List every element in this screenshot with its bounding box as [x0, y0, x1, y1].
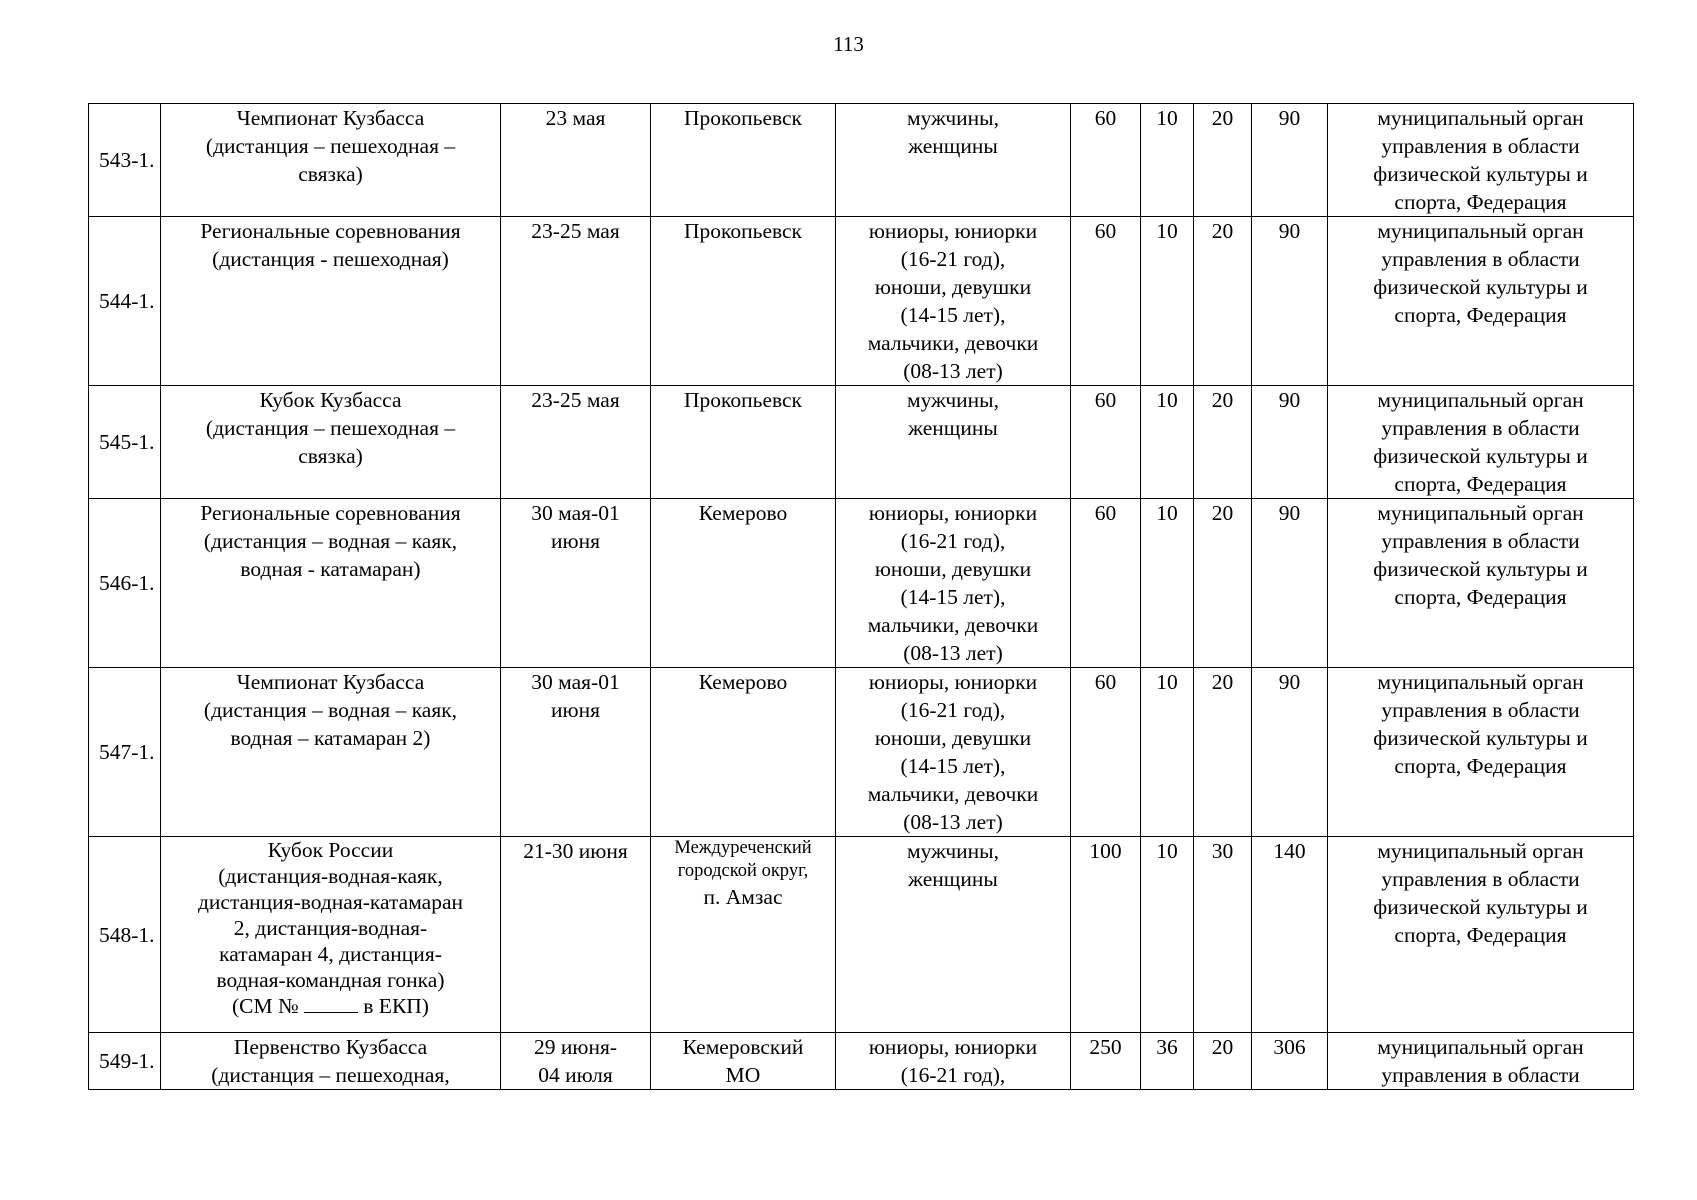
event-dates: [501, 1033, 651, 1090]
event-number: 544-1.: [89, 217, 161, 386]
event-place-line: городской округ,: [677, 861, 809, 881]
event-dates: [501, 837, 651, 1033]
event-participants-line: юноши, девушки: [874, 726, 1032, 750]
event-place: [651, 386, 836, 499]
event-name: [161, 1033, 501, 1090]
event-participants-line: женщины: [908, 134, 998, 158]
event-organizer-line: муниципальный орган: [1377, 501, 1584, 525]
table-row: [89, 1033, 1634, 1090]
event-name-line: Кубок России: [267, 838, 394, 862]
event-organizer-line: муниципальный орган: [1377, 1035, 1584, 1059]
event-organizer-line: муниципальный орган: [1377, 388, 1584, 412]
event-participants-line: (08-13 лет): [903, 641, 1003, 665]
count-judges: 20: [1194, 386, 1252, 499]
count-athletes: 60: [1071, 499, 1141, 668]
event-name: [161, 104, 501, 217]
event-participants: [836, 104, 1071, 217]
event-name-line: связка): [298, 444, 363, 468]
event-name-line: дистанция-водная-катамаран: [197, 890, 464, 914]
event-organizer-line: муниципальный орган: [1377, 106, 1584, 130]
event-dates-line: июня: [551, 529, 600, 553]
event-place-line: Междуреченский: [674, 838, 812, 858]
event-dates-line: 04 июля: [538, 1063, 613, 1087]
event-organizer-line: управления в области: [1381, 529, 1580, 553]
event-participants-line: юниоры, юниорки: [868, 501, 1038, 525]
count-athletes: 60: [1071, 217, 1141, 386]
classification-suffix: в ЕКП): [363, 994, 429, 1018]
event-participants-line: (16-21 год),: [900, 529, 1006, 553]
count-total: 90: [1252, 104, 1328, 217]
event-place-line: Кемеровский: [682, 1035, 804, 1059]
event-place-line: п. Амзас: [703, 885, 783, 909]
event-name-line: Чемпионат Кузбасса: [236, 670, 425, 694]
event-participants-line: (14-15 лет),: [900, 585, 1006, 609]
event-place-line: Кемерово: [698, 501, 788, 525]
events-table: [88, 103, 1634, 1090]
event-participants-line: юноши, девушки: [874, 275, 1032, 299]
event-name-line: Кубок Кузбасса: [259, 388, 402, 412]
event-dates: [501, 217, 651, 386]
event-organizer-line: физической культуры и: [1373, 895, 1588, 919]
event-place: [651, 837, 836, 1033]
event-participants-line: женщины: [908, 416, 998, 440]
event-organizer-line: спорта, Федерация: [1394, 923, 1567, 947]
event-place-line: Прокопьевск: [684, 388, 802, 412]
table-row: [89, 837, 1634, 1033]
event-dates: [501, 499, 651, 668]
event-name: [161, 499, 501, 668]
event-organizer-line: муниципальный орган: [1377, 839, 1584, 863]
event-number: 548-1.: [89, 837, 161, 1033]
event-dates-line: 30 мая-01: [531, 501, 620, 525]
count-coaches: 10: [1141, 668, 1194, 837]
event-dates-line: 21-30 июня: [523, 839, 628, 863]
event-participants-line: мужчины,: [906, 839, 1000, 863]
event-place-line: МО: [725, 1063, 761, 1087]
event-dates-line: 29 июня-: [534, 1035, 617, 1059]
event-name-line: (дистанция - пешеходная): [212, 247, 449, 271]
event-place: [651, 1033, 836, 1090]
count-judges: 20: [1194, 104, 1252, 217]
event-name-line: [163, 993, 498, 1019]
event-name-line: (дистанция – пешеходная –: [205, 416, 456, 440]
event-place: [651, 499, 836, 668]
event-organizer-line: спорта, Федерация: [1394, 303, 1567, 327]
event-organizer-line: управления в области: [1381, 247, 1580, 271]
event-organizer-line: управления в области: [1381, 134, 1580, 158]
event-name-line: (дистанция-водная-каяк,: [218, 864, 443, 888]
event-dates: [501, 104, 651, 217]
event-name: [161, 217, 501, 386]
event-name-line: (дистанция – пешеходная,: [211, 1063, 450, 1087]
event-number: 549-1.: [89, 1033, 161, 1090]
event-participants-line: (14-15 лет),: [900, 303, 1006, 327]
event-name-line: (дистанция – водная – каяк,: [203, 698, 458, 722]
event-organizer: [1328, 1033, 1634, 1090]
event-participants: [836, 837, 1071, 1033]
event-number: 547-1.: [89, 668, 161, 837]
event-participants-line: (08-13 лет): [903, 810, 1003, 834]
event-organizer-line: физической культуры и: [1373, 275, 1588, 299]
event-participants-line: женщины: [908, 867, 998, 891]
event-number: 543-1.: [89, 104, 161, 217]
event-organizer-line: спорта, Федерация: [1394, 190, 1567, 214]
event-place: [651, 104, 836, 217]
event-organizer-line: физической культуры и: [1373, 726, 1588, 750]
event-organizer: [1328, 104, 1634, 217]
event-participants-line: мужчины,: [906, 106, 1000, 130]
event-organizer-line: управления в области: [1381, 698, 1580, 722]
event-organizer: [1328, 668, 1634, 837]
count-judges: 20: [1194, 668, 1252, 837]
event-participants-line: мальчики, девочки: [867, 782, 1039, 806]
table-row: [89, 668, 1634, 837]
event-organizer-line: управления в области: [1381, 416, 1580, 440]
count-total: 306: [1252, 1033, 1328, 1090]
event-name-line: 2, дистанция-водная-: [233, 916, 428, 940]
event-name-line: связка): [298, 162, 363, 186]
page-number: 113: [833, 32, 864, 56]
count-total: 90: [1252, 499, 1328, 668]
event-participants: [836, 499, 1071, 668]
table-row: [89, 386, 1634, 499]
event-organizer-line: спорта, Федерация: [1394, 472, 1567, 496]
count-athletes: 60: [1071, 386, 1141, 499]
event-dates-line: 23-25 мая: [531, 219, 620, 243]
event-dates: [501, 668, 651, 837]
count-total: 90: [1252, 217, 1328, 386]
event-participants-line: юниоры, юниорки: [868, 219, 1038, 243]
event-place-line: Кемерово: [698, 670, 788, 694]
event-name-line: водная - катамаран): [240, 557, 421, 581]
count-coaches: 10: [1141, 386, 1194, 499]
event-place: [651, 217, 836, 386]
event-name: [161, 386, 501, 499]
count-coaches: 36: [1141, 1033, 1194, 1090]
event-participants-line: мальчики, девочки: [867, 331, 1039, 355]
event-place-line: Прокопьевск: [684, 219, 802, 243]
event-participants-line: мужчины,: [906, 388, 1000, 412]
count-coaches: 10: [1141, 837, 1194, 1033]
count-total: 90: [1252, 386, 1328, 499]
event-number: 546-1.: [89, 499, 161, 668]
event-place: [651, 668, 836, 837]
event-organizer: [1328, 386, 1634, 499]
event-participants: [836, 1033, 1071, 1090]
event-name-line: катамаран 4, дистанция-: [219, 942, 442, 966]
count-coaches: 10: [1141, 104, 1194, 217]
event-participants-line: юниоры, юниорки: [868, 1035, 1038, 1059]
event-organizer-line: физической культуры и: [1373, 557, 1588, 581]
event-name-line: Региональные соревнования: [200, 501, 461, 525]
count-athletes: 60: [1071, 668, 1141, 837]
event-participants-line: мальчики, девочки: [867, 613, 1039, 637]
event-name-line: (дистанция – водная – каяк,: [203, 529, 458, 553]
event-participants-line: (16-21 год),: [900, 1063, 1006, 1087]
count-athletes: 250: [1071, 1033, 1141, 1090]
event-organizer: [1328, 499, 1634, 668]
event-organizer: [1328, 217, 1634, 386]
event-dates-line: 23 мая: [545, 106, 606, 130]
event-name-line: (дистанция – пешеходная –: [205, 134, 456, 158]
event-organizer-line: управления в области: [1381, 1063, 1580, 1087]
event-participants-line: юниоры, юниорки: [868, 670, 1038, 694]
event-dates-line: июня: [551, 698, 600, 722]
event-participants-line: (14-15 лет),: [900, 754, 1006, 778]
event-dates: [501, 386, 651, 499]
event-participants-line: (08-13 лет): [903, 359, 1003, 383]
event-name: [161, 837, 501, 1033]
count-coaches: 10: [1141, 499, 1194, 668]
event-organizer-line: спорта, Федерация: [1394, 754, 1567, 778]
event-name: [161, 668, 501, 837]
count-judges: 20: [1194, 499, 1252, 668]
event-participants-line: юноши, девушки: [874, 557, 1032, 581]
count-judges: 30: [1194, 837, 1252, 1033]
count-total: 140: [1252, 837, 1328, 1033]
event-participants: [836, 386, 1071, 499]
count-coaches: 10: [1141, 217, 1194, 386]
event-participants-line: (16-21 год),: [900, 247, 1006, 271]
event-organizer-line: муниципальный орган: [1377, 670, 1584, 694]
event-participants-line: (16-21 год),: [900, 698, 1006, 722]
event-name-line: водная-командная гонка): [216, 968, 445, 992]
event-organizer-line: физической культуры и: [1373, 444, 1588, 468]
event-organizer: [1328, 837, 1634, 1033]
event-name-line: Региональные соревнования: [200, 219, 461, 243]
event-name-line: Чемпионат Кузбасса: [236, 106, 425, 130]
event-organizer-line: управления в области: [1381, 867, 1580, 891]
event-organizer-line: муниципальный орган: [1377, 219, 1584, 243]
event-participants: [836, 217, 1071, 386]
table-row: [89, 499, 1634, 668]
classification-prefix: (СМ №: [232, 994, 299, 1018]
count-athletes: 60: [1071, 104, 1141, 217]
blank-line: [304, 996, 358, 1013]
event-dates-line: 23-25 мая: [531, 388, 620, 412]
event-place-line: Прокопьевск: [684, 106, 802, 130]
event-number: 545-1.: [89, 386, 161, 499]
event-participants: [836, 668, 1071, 837]
table-row: [89, 217, 1634, 386]
table-row: [89, 104, 1634, 217]
event-dates-line: 30 мая-01: [531, 670, 620, 694]
event-name-line: Первенство Кузбасса: [233, 1035, 428, 1059]
count-athletes: 100: [1071, 837, 1141, 1033]
count-judges: 20: [1194, 217, 1252, 386]
event-organizer-line: спорта, Федерация: [1394, 585, 1567, 609]
event-name-line: водная – катамаран 2): [230, 726, 431, 750]
event-organizer-line: физической культуры и: [1373, 162, 1588, 186]
count-judges: 20: [1194, 1033, 1252, 1090]
count-total: 90: [1252, 668, 1328, 837]
